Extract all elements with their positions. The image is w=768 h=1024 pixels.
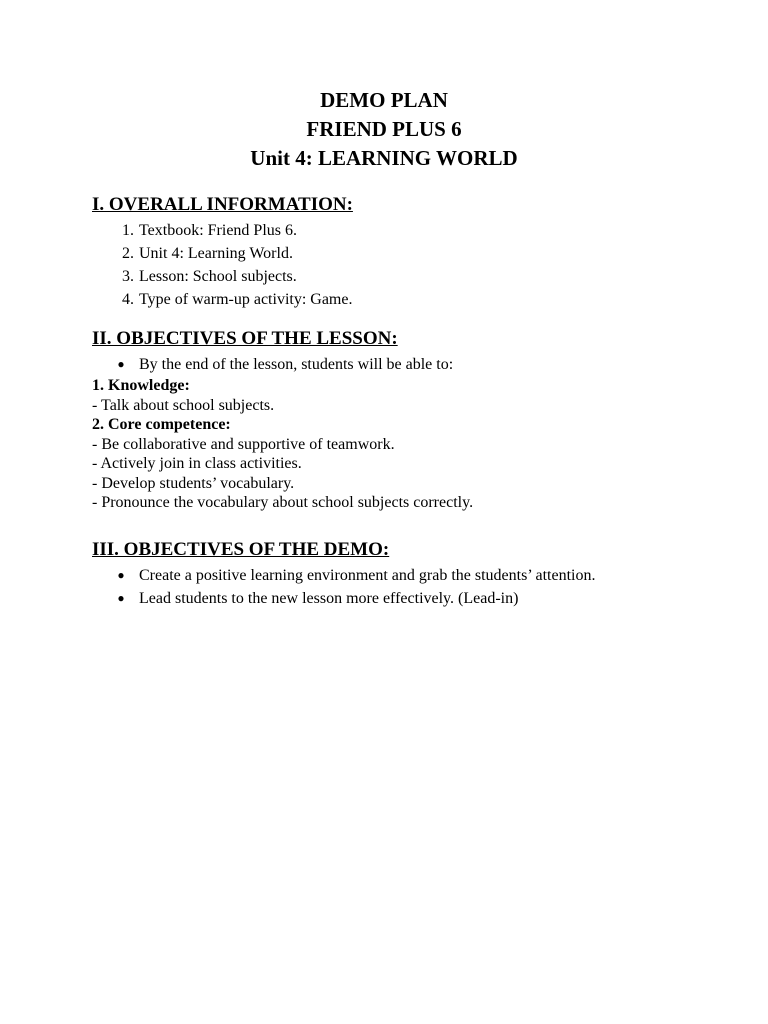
list-item-text: Create a positive learning environment and grab the students’ attention. xyxy=(139,567,596,584)
title-line-2: FRIEND PLUS 6 xyxy=(306,117,462,141)
list-item xyxy=(92,353,732,376)
knowledge-item: - Talk about school subjects. xyxy=(92,396,275,414)
bullet-icon: ● xyxy=(117,568,125,582)
list-item-text: Unit 4: Learning World. xyxy=(139,245,293,262)
list-item xyxy=(92,219,732,242)
list-item-text: Lead students to the new lesson more effectively. (Lead-in) xyxy=(139,590,519,607)
knowledge-heading: 1. Knowledge: xyxy=(92,377,190,394)
competence-item: - Pronounce the vocabulary about school subjects correctly. xyxy=(92,494,474,511)
list-number: 1. xyxy=(122,222,134,239)
section-objectives-lesson xyxy=(92,327,732,513)
title-line-3: Unit 4: LEARNING WORLD xyxy=(250,146,518,170)
competence-item: - Actively join in class activities. xyxy=(92,455,302,472)
bullet-icon: ● xyxy=(117,357,125,371)
title-block xyxy=(0,86,768,173)
section-objectives-demo xyxy=(92,538,732,610)
numbered-list xyxy=(92,219,732,311)
list-number: 3. xyxy=(122,268,134,285)
title-line-1: DEMO PLAN xyxy=(320,88,448,112)
competence-item: - Develop students’ vocabulary. xyxy=(92,474,295,492)
list-number: 4. xyxy=(122,291,134,308)
list-number: 2. xyxy=(122,245,134,262)
competence-heading: 2. Core competence: xyxy=(92,416,231,433)
section-overall-information xyxy=(92,193,732,311)
list-item xyxy=(92,288,732,311)
list-item-text: Type of warm-up activity: Game. xyxy=(139,291,353,308)
list-item xyxy=(92,265,732,288)
section-heading: II. OBJECTIVES OF THE LESSON: xyxy=(92,328,398,349)
list-item-text: Textbook: Friend Plus 6. xyxy=(139,222,297,239)
list-item xyxy=(92,587,732,610)
list-item xyxy=(92,564,732,587)
section-heading: III. OBJECTIVES OF THE DEMO: xyxy=(92,539,390,560)
bullet-list xyxy=(92,564,732,610)
list-item xyxy=(92,242,732,265)
list-item-text: By the end of the lesson, students will be able to: xyxy=(139,356,454,373)
section-heading: I. OVERALL INFORMATION: xyxy=(92,194,353,215)
bullet-list xyxy=(92,353,732,376)
list-item-text: Lesson: School subjects. xyxy=(139,268,297,285)
bullet-icon: ● xyxy=(117,591,125,605)
competence-item: - Be collaborative and supportive of teamwork. xyxy=(92,435,395,453)
